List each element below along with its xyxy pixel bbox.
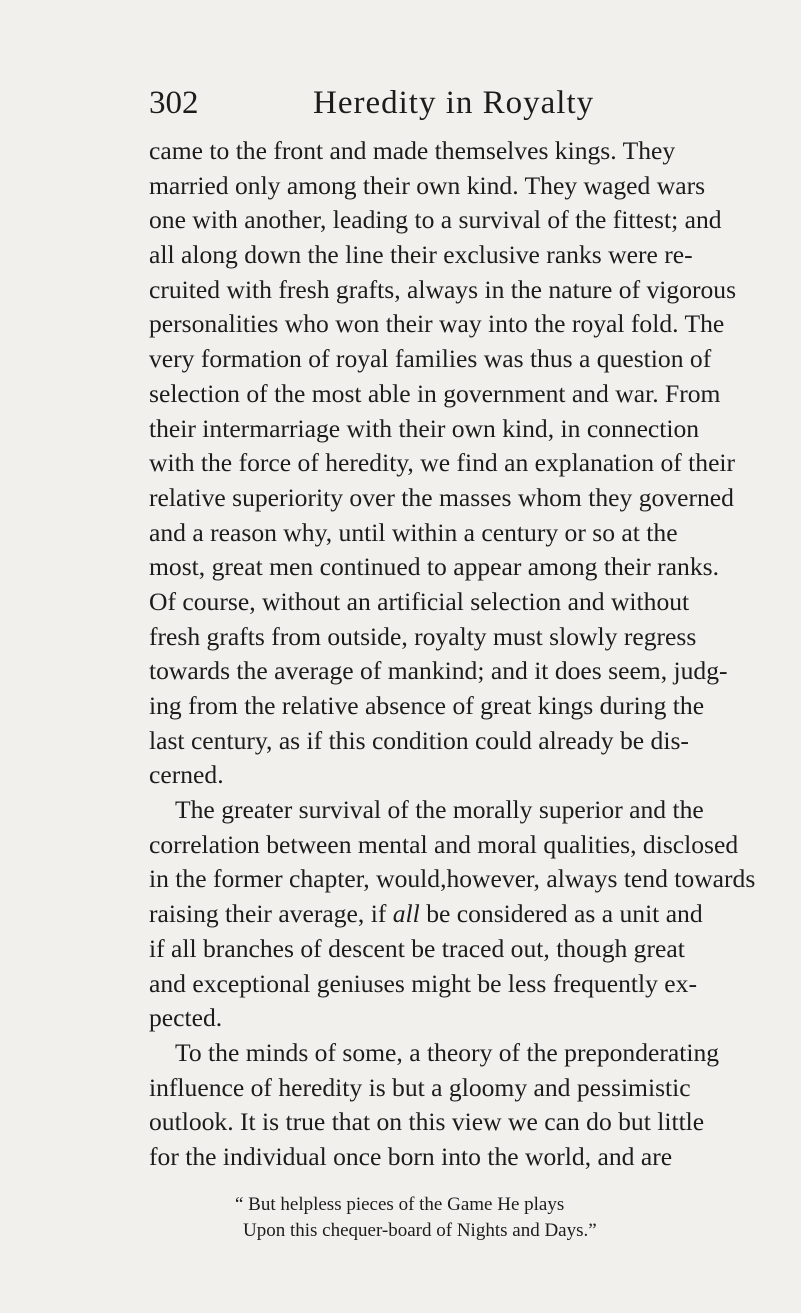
quote-line: “ But helpless pieces of the Game He plays	[235, 1194, 565, 1215]
body-text	[149, 134, 756, 1175]
verse-quotation	[235, 1192, 675, 1244]
text-line: influence of heredity is but a gloomy and pessimistic	[149, 1072, 691, 1102]
text-line: last century, as if this condition could already be dis-	[149, 725, 689, 755]
text-line: personalities who won their way into the royal fold. The	[149, 309, 725, 339]
running-title: Heredity in Royalty	[313, 85, 595, 121]
text-segment: raising their average, if	[149, 899, 387, 929]
text-line: relative superiority over the masses whom they governed	[149, 482, 734, 512]
text-line: fresh grafts from outside, royalty must slowly regress	[149, 621, 697, 651]
text-line: most, great men continued to appear among their ranks.	[149, 552, 719, 582]
text-line: correlation between mental and moral qualities, disclosed	[149, 829, 739, 859]
text-line: their intermarriage with their own kind, in connection	[149, 413, 700, 443]
italic-word: all	[392, 899, 420, 929]
text-line-with-italic	[149, 897, 703, 932]
text-line: for the individual once born into the world, and are	[149, 1141, 673, 1171]
page-number: 302	[149, 85, 199, 121]
text-line: selection of the most able in government and war. From	[149, 378, 721, 408]
running-head	[149, 78, 669, 128]
text-line: ing from the relative absence of great kings during the	[149, 691, 705, 720]
text-line: with the force of heredity, we find an explanation of their	[149, 448, 736, 478]
text-line: cruited with fresh grafts, always in the nature of vigorous	[149, 274, 737, 304]
text-line: Of course, without an artificial selection and without	[149, 586, 690, 616]
text-line: came to the front and made themselves kings. They	[149, 136, 676, 165]
text-line: pected.	[149, 1003, 223, 1033]
text-line: and exceptional geniuses might be less frequently ex-	[149, 968, 697, 998]
text-line: one with another, leading to a survival of the fittest; and	[149, 205, 722, 235]
text-line: towards the average of mankind; and it does seem, judg-	[149, 656, 728, 686]
text-line: all along down the line their exclusive ranks were re-	[149, 240, 693, 270]
quote-line: Upon this chequer-board of Nights and Days.”	[243, 1220, 597, 1241]
paragraph-start-line: To the minds of some, a theory of the preponderating	[175, 1037, 720, 1067]
text-line: in the former chapter, would,however, always tend towards	[149, 864, 756, 894]
text-segment: be considered as a unit and	[426, 899, 703, 929]
text-line: and a reason why, until within a century or so at the	[149, 517, 678, 547]
paragraph-start-line: The greater survival of the morally superior and the	[175, 795, 704, 825]
text-line: very formation of royal families was thus a question of	[149, 344, 712, 374]
text-line: if all branches of descent be traced out, though great	[149, 933, 685, 963]
text-line: married only among their own kind. They waged wars	[149, 170, 706, 200]
text-line: cerned.	[149, 760, 224, 790]
text-line: outlook. It is true that on this view we can do but little	[149, 1107, 705, 1137]
